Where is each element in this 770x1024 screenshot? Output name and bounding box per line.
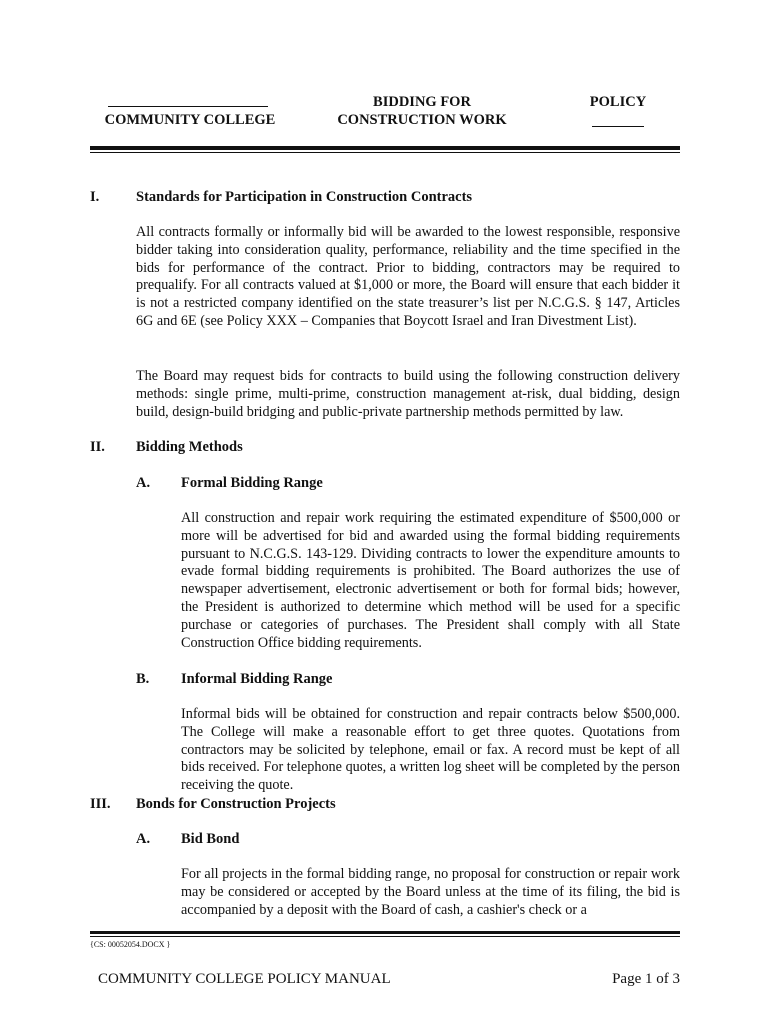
section-1-title: Standards for Participation in Construction Contracts: [136, 189, 473, 205]
section-2-number: II.: [90, 439, 105, 455]
section-2-title: Bidding Methods: [136, 439, 243, 455]
section-3a-number: A.: [136, 831, 151, 847]
policy-number-blank: [592, 112, 644, 127]
footer-page-number: Page 1 of 3: [612, 971, 680, 987]
section-2b-text: Informal bids will be obtained for construction and repair contracts below $500,000. The College will make a reasonable effort to get three quotes. Quotations from contractors may be solicited by telephone, email or fax. A record must be kept of all bids received. For telephone quotes, a written log sheet will be completed by the person receiving the quote.: [181, 706, 680, 794]
header-rule-thick: [90, 146, 680, 150]
college-name-blank: [108, 92, 268, 107]
policy-title-line1: BIDDING FOR: [373, 94, 471, 110]
section-3-title: Bonds for Construction Projects: [136, 796, 336, 812]
footer-rule-thin: [90, 936, 680, 937]
footer-rule-thick: [90, 931, 680, 934]
section-1-paragraph-2: The Board may request bids for contracts to build using the following construction delivery methods: single prime, multi-prime, construction management at-risk, dual bidding, design build, design-build bridging and public-private partnership methods permitted by law.: [136, 368, 680, 420]
section-3a-text: For all projects in the formal bidding range, no proposal for construction or repair work may be considered or accepted by the Board unless at the time of its filing, the bid is accompanied by a deposit with the Board of cash, a cashier's check or a: [181, 866, 680, 918]
section-3-number: III.: [90, 796, 111, 812]
policy-title-line2: CONSTRUCTION WORK: [337, 112, 507, 128]
document-id: {CS: 00052054.DOCX }: [90, 940, 171, 949]
section-1-number: I.: [90, 189, 100, 205]
footer-manual-title: COMMUNITY COLLEGE POLICY MANUAL: [98, 971, 391, 987]
section-2a-title: Formal Bidding Range: [181, 475, 323, 491]
section-2b-title: Informal Bidding Range: [181, 671, 333, 687]
section-2a-text: All construction and repair work requiring the estimated expenditure of $500,000 or more will be advertised for bid and awarded using the formal bidding requirements pursuant to N.C.G.S. 143-129. Dividing contracts to lower the expenditure amounts to evade formal bidding requirements is prohibited. The Board authorizes the use of newspaper advertisement, electronic advertisement or both for formal bids; however, the President is authorized to determine which method will be used for a specific purchase or categories of purchases. The President shall comply with all State Construction Office bidding requirements.: [181, 510, 680, 651]
college-name: COMMUNITY COLLEGE: [104, 112, 276, 128]
header-rule-thin: [90, 152, 680, 153]
section-3a-title: Bid Bond: [181, 831, 240, 847]
section-2a-number: A.: [136, 475, 151, 491]
section-2b-number: B.: [136, 671, 150, 687]
policy-label: POLICY: [589, 94, 647, 110]
section-1-paragraph-1: All contracts formally or informally bid will be awarded to the lowest responsible, responsive bidder taking into consideration quality, performance, reliability and the time specified in the bids for performance of the contract. Prior to bidding, contractors may be required to prequalify. For all contracts valued at $1,000 or more, the Board will ensure that each bidder it is not a restricted company identified on the state treasurer’s list per N.C.G.S. § 147, Articles 6G and 6E (see Policy XXX – Companies that Boycott Israel and Iran Divestment List).: [136, 224, 680, 329]
